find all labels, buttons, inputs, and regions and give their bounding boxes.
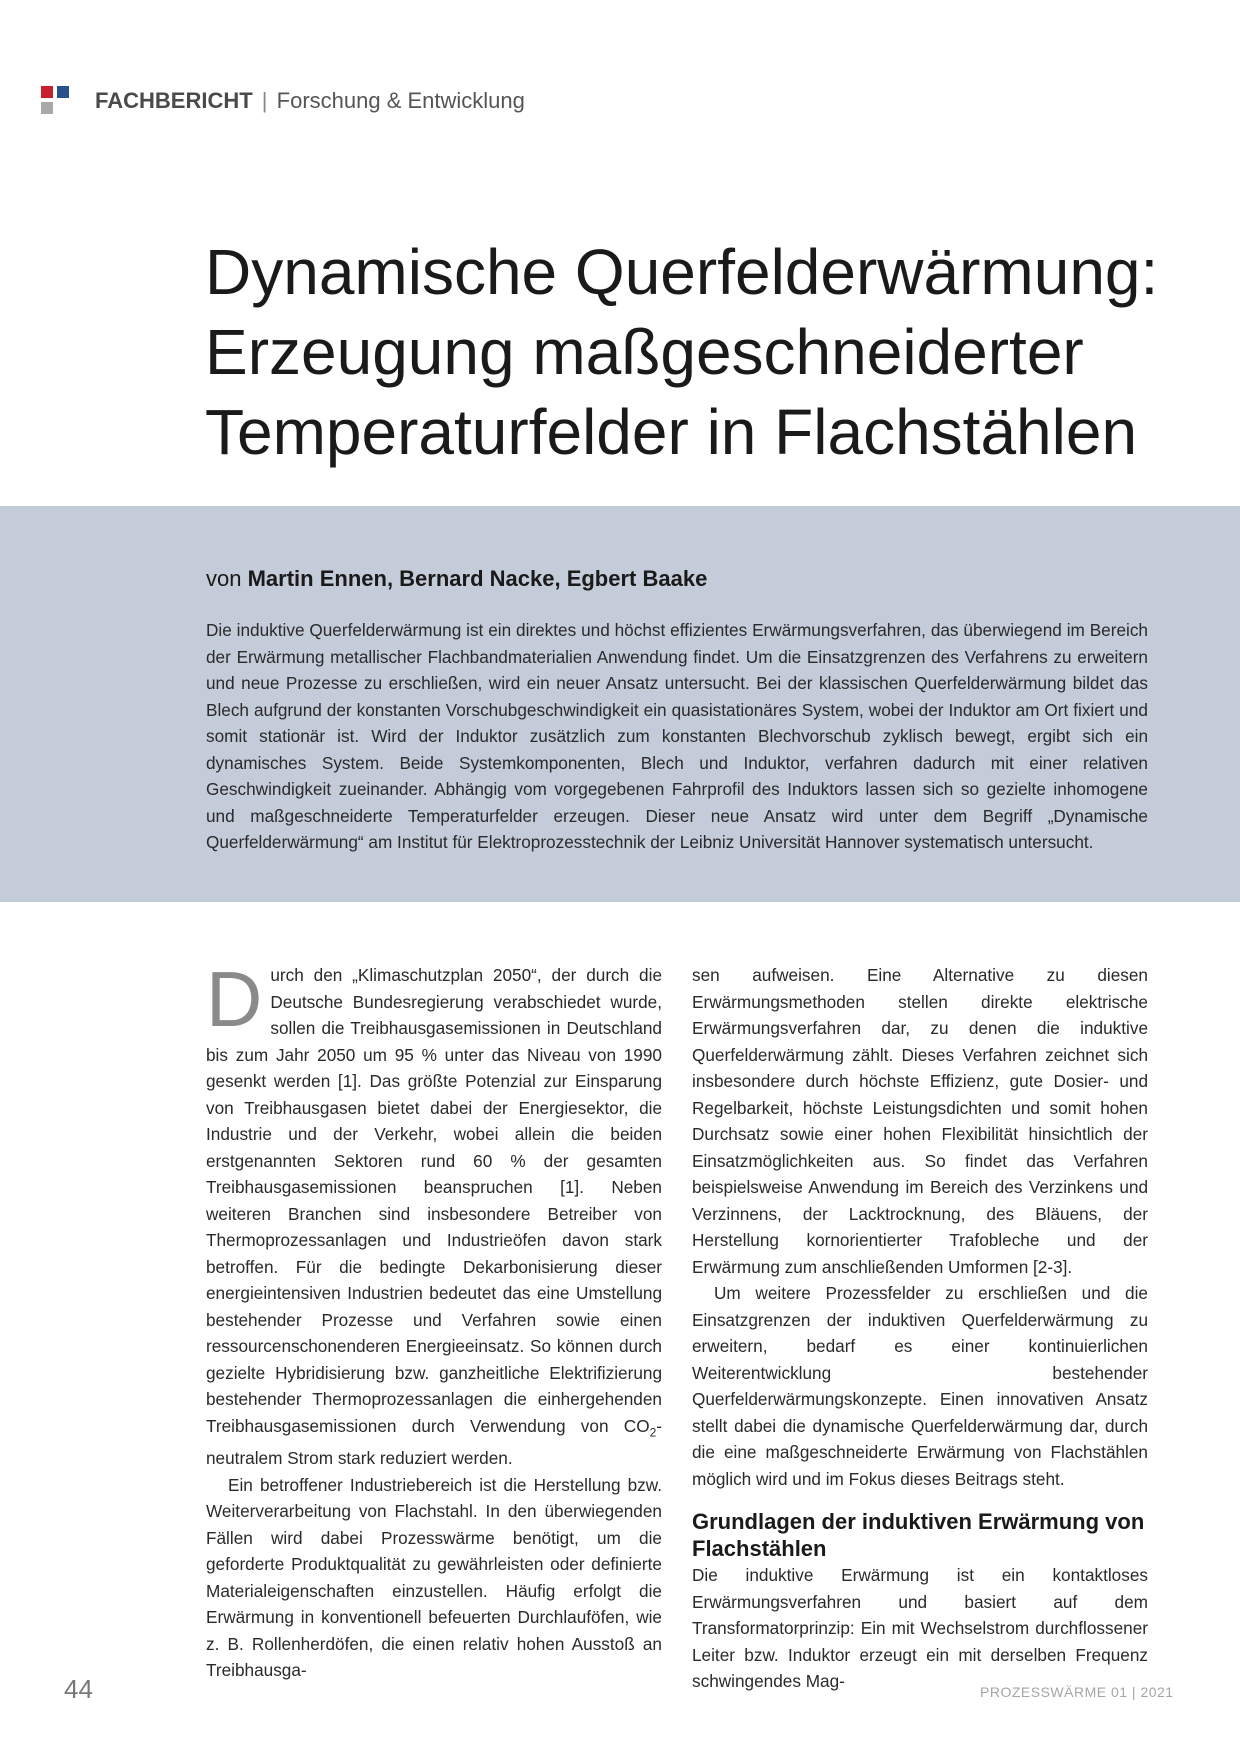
body-paragraph-4: Um weitere Prozessfelder zu erschließen und die Einsatzgrenzen der induktiven Querfelderwärmung zu erweitern, bedarf es einer kontinuierlichen Weiterentwicklung bestehender Querfelderwärmungskonzepte. Einen innovativen Ansatz stellt dabei die dynamische Querfelderwärmung dar, durch die eine maßgeschneiderte Erwärmung von Flachstählen möglich wird und im Fokus dieses Beitrags steht.: [692, 1283, 1148, 1489]
article-title: [205, 232, 1205, 472]
logo-red-square: [41, 86, 53, 98]
abstract-text: Die induktive Querfelderwärmung ist ein direktes und höchst effizientes Erwärmungsverfahren, das überwiegend im Bereich der Erwärmung metallischer Flachbandmaterialien Anwendung findet. Um die Einsatzgrenzen des Verfahrens zu erweitern und neue Prozesse zu erschließen, wird ein neuer Ansatz untersucht. Bei der klassischen Querfelderwärmung bildet das Blech aufgrund der konstanten Vorschubgeschwindigkeit ein quasistationäres System, wobei der Induktor am Ort fixiert und somit stationär ist. Wird der Induktor zusätzlich zum konstanten Blechvorschub zyklisch bewegt, ergibt sich ein dynamisches System. Beide Systemkomponenten, Blech und Induktor, verfahren dadurch mit einer relativen Geschwindigkeit zueinander. Abhängig vom vorgegebenen Fahrprofil des Induktors lassen sich so gezielte inhomogene und maßgeschneiderte Temperaturfelder erzeugen. Dieser neue Ansatz wird unter dem Begriff „Dynamische Querfelderwärmung“ am Institut für Elektroprozesstechnik der Leibniz Universität Hannover systematisch untersucht.: [206, 620, 1148, 852]
body-paragraph-1: [206, 955, 662, 1472]
body-paragraph-5: Die induktive Erwärmung ist ein kontaktloses Erwärmungsverfahren und basiert auf dem Transformatorprinzip: Ein mit Wechselstrom durchflossener Leiter bzw. Induktor erzeugt ein mit derselben Frequenz schwingendes Mag-: [692, 1565, 1148, 1691]
body-paragraph-3: sen aufweisen. Eine Alternative zu diesen Erwärmungsmethoden stellen direkte elektrische Erwärmungsverfahren dar, zu denen die induktive Querfelderwärmung zählt. Dieses Verfahren zeichnet sich insbesondere durch höchste Effizienz, gute Dosier- und Regelbarkeit, höchste Leistungsdichten und somit hohen Durchsatz sowie einer hohen Flexibilität hinsichtlich der Einsatzmöglichkeiten aus. So findet das Verfahren beispielsweise Anwendung im Bereich des Verzinkens und Verzinnens, der Lacktrocknung, des Bläuens, der Herstellung kornorientierter Trafobleche und der Erwärmung zum anschließenden Umformen [2-3].: [692, 965, 1148, 1277]
journal-footer: PROZESSWÄRME 01 | 2021: [980, 1684, 1174, 1700]
title-line-2: Erzeugung maßgeschneiderter: [205, 316, 1084, 388]
page-number: 44: [64, 1674, 93, 1704]
running-header: [95, 88, 525, 114]
header-category: Forschung & Entwicklung: [276, 88, 525, 113]
header-section: FACHBERICHT: [95, 88, 253, 113]
logo-gray-square: [41, 102, 53, 114]
section-heading: Grundlagen der induktiven Erwärmung von Flachstählen: [692, 1509, 1145, 1561]
body-column-left: [206, 955, 662, 1684]
drop-cap: D: [206, 955, 263, 1043]
authors-prefix: von: [206, 566, 242, 591]
publisher-logo-icon: [41, 86, 71, 116]
body-column-right: [692, 962, 1148, 1695]
title-line-1: Dynamische Querfelderwärmung:: [205, 236, 1159, 308]
authors-names: Martin Ennen, Bernard Nacke, Egbert Baake: [247, 566, 708, 591]
authors-line: [206, 566, 707, 592]
logo-blue-square: [57, 86, 69, 98]
body-paragraph-2: Ein betroffener Industriebereich ist die Herstellung bzw. Weiterverarbeitung von Flachstahl. In den überwiegenden Fällen wird dabei Prozesswärme benötigt, um die geforderte Produktqualität zu gewährleisten oder definierte Materialeigenschaften einzustellen. Häufig erfolgt die Erwärmung in konventionell befeuerten Durchlauföfen, wie z. B. Rollenherdöfen, die einen relativ hohen Ausstoß an Treibhausga-: [206, 1474, 662, 1681]
header-separator: |: [261, 88, 268, 113]
p1-subscript: 2: [649, 1424, 657, 1439]
p1-tail: -neutralem Strom stark reduziert werden.: [206, 1415, 662, 1469]
title-line-3: Temperaturfelder in Flachstählen: [205, 396, 1138, 468]
p1-lead: urch den „Klimaschutzplan 2050“, der durch die Deutsche Bundesregierung verabschiedet wurde, sollen die Treibhausgasemissionen in Deutschland bis zum Jahr 2050 um 95 % unter das Niveau von 1990 gesenkt werden [1]. Das größte Potenzial zur Einsparung von Treibhausgasen bietet dabei der Energiesektor, die Industrie und der Verkehr, wobei allein die beiden erstgenannten Sektoren rund 60 % der gesamten Treibhausgasemissionen beanspruchen [1]. Neben weiteren Branchen sind insbesondere Betreiber von Thermoprozessanlagen und Industrieöfen davon stark betroffen. Für die bedingte Dekarbonisierung dieser energieintensiven Industrien bedeutet das eine Umstellung bestehender Prozesse und Verfahren sowie einen ressourcenschonenderen Energieeinsatz. So können durch gezielte Hybridisierung bzw. ganzheitliche Elektrifizierung bestehender Thermoprozessanlagen die einhergehenden Treibhausgasemissionen durch Verwendung von CO: [206, 965, 662, 1436]
